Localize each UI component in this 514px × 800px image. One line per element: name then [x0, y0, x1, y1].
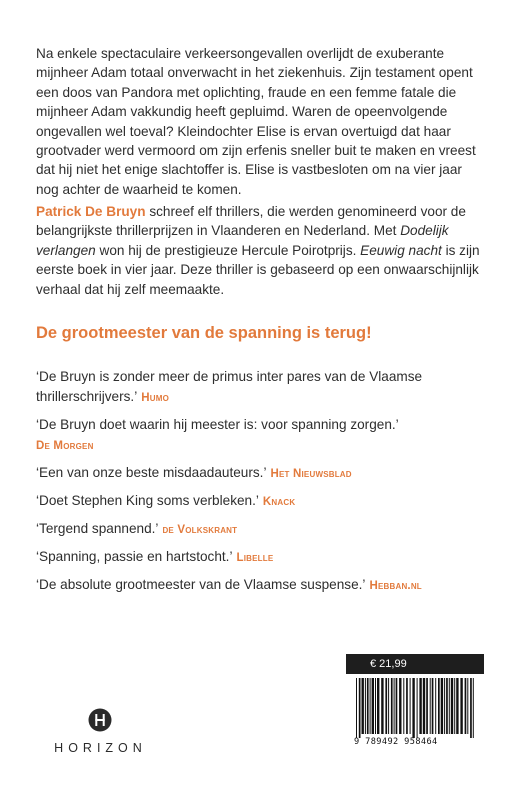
barcode-bar: [388, 678, 389, 734]
barcode-bar: [470, 678, 472, 738]
barcode-bar: [375, 678, 376, 734]
publisher-name: HORIZON: [54, 741, 147, 755]
barcode-bar: [435, 678, 436, 734]
barcode-bar: [454, 678, 455, 734]
price-label: [346, 654, 484, 674]
barcode-bar: [406, 678, 408, 734]
barcode-bar: [419, 678, 421, 734]
quote-source: Hebban.nl: [369, 580, 422, 592]
barcode-bar: [417, 678, 418, 738]
h-circle-logo-icon: [88, 708, 112, 732]
barcode-bar: [396, 678, 398, 734]
quote-text: ‘Een van onze beste misdaadauteurs.’: [36, 465, 267, 480]
quote-text: ‘De Bruyn is zonder meer de primus inter pares van de Vlaamse thrillerschrijvers.’: [36, 369, 423, 404]
quote-source: Knack: [262, 496, 296, 508]
barcode-bar: [432, 678, 434, 734]
quote-text: ‘Doet Stephen King soms verbleken.’: [36, 493, 259, 508]
barcode-bar: [446, 678, 448, 734]
barcode-bar: [370, 678, 371, 734]
barcode-icon: [354, 678, 478, 738]
quote-source: de Volkskrant: [162, 524, 238, 536]
barcode-bar: [372, 678, 374, 734]
bio-text-1: schreef elf thrillers, die werden genomineerd voor de belangrijkste thrillerprijzen in Vlaanderen en Nederland. Met: [36, 204, 466, 239]
quote-text: ‘De Bruyn doet waarin hij meester is: voor spanning zorgen.’: [36, 417, 399, 432]
barcode-bar: [381, 678, 383, 734]
barcode-bar: [456, 678, 458, 734]
barcode-bar: [399, 678, 401, 734]
press-quote: [36, 547, 486, 568]
author-bio-paragraph: [36, 202, 481, 299]
press-quote: [36, 367, 486, 408]
barcode-bar: [438, 678, 440, 734]
barcode-bar: [362, 678, 364, 734]
quote-text: ‘Spanning, passie en hartstocht.’: [36, 549, 233, 564]
quote-source: Libelle: [236, 552, 274, 564]
quote-text: ‘Tergend spannend.’: [36, 521, 159, 536]
quote-text: ‘De absolute grootmeester van de Vlaamse suspense.’: [36, 577, 366, 592]
book-title-1: Dodelijk verlangen: [36, 223, 449, 258]
isbn-barcode: [346, 674, 484, 756]
bio-text-2: won hij de prestigieuze Hercule Poirotprijs.: [95, 242, 361, 258]
barcode-bar: [412, 678, 414, 738]
barcode-bar: [385, 678, 387, 734]
barcode-bar: [460, 678, 462, 734]
tagline: De grootmeester van de spanning is terug!: [36, 324, 372, 342]
barcode-bar: [365, 678, 366, 734]
press-quote: [36, 575, 486, 596]
barcode-bar: [465, 678, 467, 734]
press-quote: [36, 519, 486, 540]
price-text: € 21,99: [370, 658, 407, 670]
barcode-bar: [449, 678, 450, 734]
barcode-bar: [430, 678, 431, 734]
quote-source: De Morgen: [36, 440, 94, 452]
barcode-bar: [377, 678, 379, 734]
barcode-bar: [441, 678, 443, 734]
quote-source: Humo: [141, 392, 169, 404]
barcode-bar: [391, 678, 393, 734]
barcode-bar: [444, 678, 445, 734]
barcode-bar: [367, 678, 369, 734]
book-title-2: Eeuwig nacht: [360, 242, 442, 258]
barcode-bar: [359, 678, 361, 738]
barcode-bar: [403, 678, 404, 734]
barcode-bar: [473, 678, 474, 738]
quote-source: Het Nieuwsblad: [270, 468, 352, 480]
barcode-bar: [451, 678, 453, 734]
press-quotes: [36, 367, 486, 603]
barcode-bar: [394, 678, 395, 734]
synopsis-paragraph: Na enkele spectaculaire verkeersongevallen overlijdt de exuberante mijnheer Adam totaal onverwacht in het ziekenhuis. Zijn testament opent een doos van Pandora met oplichting, fraude en een femme fatale die mijnheer Adam vakkundig heeft gepluimd. Waren de opeenvolgende ongevallen wel toeval? Kleindochter Elise is ervan overtuigd dat haar grootvader werd vermoord om zijn erfenis sneller buit te maken en vreest dat hij niet het enige slachtoffer is. Elise is vastbesloten om na vier jaar nog achter de waarheid te komen.: [36, 46, 476, 197]
press-quote: [36, 463, 486, 484]
barcode-bar: [356, 678, 357, 738]
isbn-number: 9 789492 958464: [354, 737, 438, 747]
press-quote: [36, 491, 486, 512]
press-quote: [36, 415, 486, 456]
bio-text-3: is zijn eerste boek in vier jaar. Deze thriller is gebaseerd op een onwaarschijnlijk verhaal dat hij zelf meemaakte.: [36, 242, 480, 297]
barcode-bar: [426, 678, 428, 734]
barcode-bar: [410, 678, 411, 734]
author-name: Patrick De Bruyn: [36, 204, 146, 219]
barcode-bar: [423, 678, 425, 734]
barcode-bar: [467, 678, 468, 734]
